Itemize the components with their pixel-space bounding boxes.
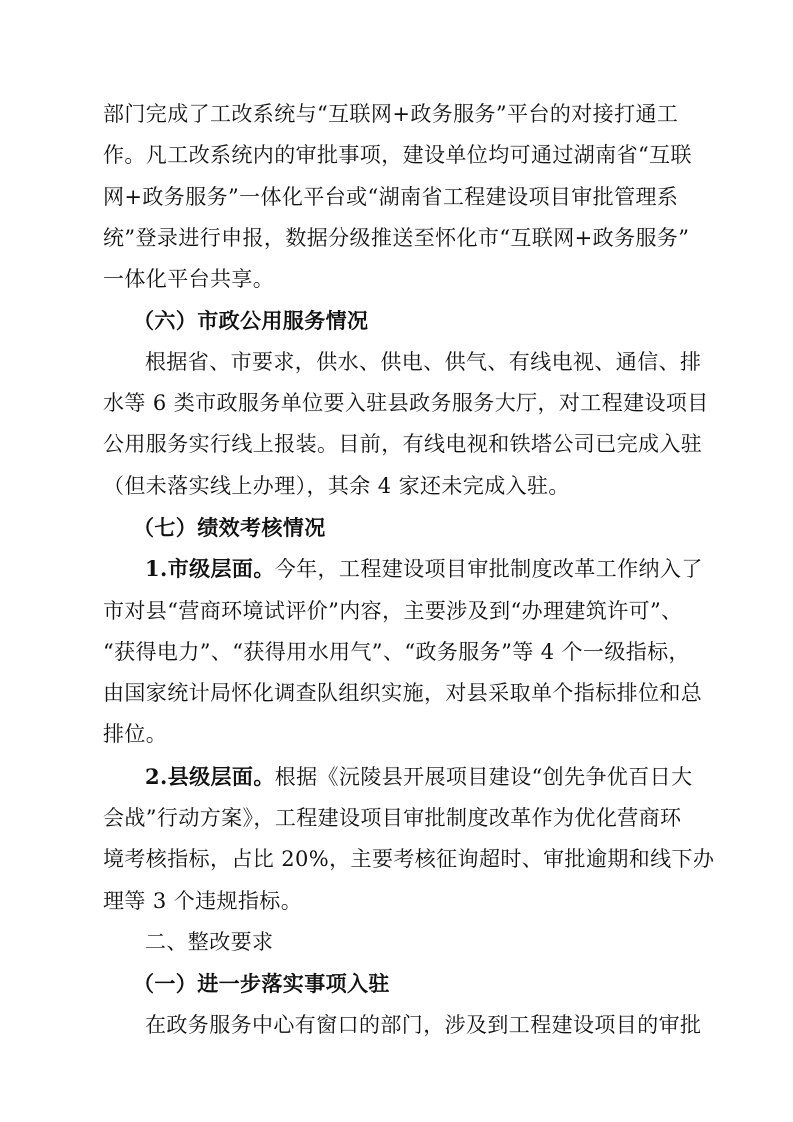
- subheading-performance-review: （七）绩效考核情况: [133, 514, 326, 540]
- text-fragment: 根据《沅陵县开展项目建设“创先争优百日大: [274, 764, 693, 789]
- paragraph-item-entry: [103, 1005, 703, 1046]
- text-line: 一体化平台共享。: [103, 267, 275, 292]
- text-line: 部门完成了工改系统与“互联网+政务服务”平台的对接打通工: [103, 102, 679, 126]
- text-line: 排位。: [103, 722, 168, 747]
- text-line: 在政务服务中心有窗口的部门，涉及到工程建设项目的审批: [145, 1012, 702, 1037]
- text-fragment: 今年，工程建设项目审批制度改革工作纳入了: [274, 557, 703, 582]
- paragraph-county-level: [103, 756, 715, 922]
- text-line: 统”登录进行申报，数据分级推送至怀化市“互联网+政务服务”: [103, 225, 690, 250]
- text-line: 公用服务实行线上报装。目前，有线电视和铁塔公司已完成入驻: [103, 432, 703, 457]
- text-line: “获得电力”、“获得用水用气”、“政务服务”等 4 个一级指标，: [103, 639, 690, 664]
- text-line: 网+政务服务”一体化平台或“湖南省工程建设项目审批管理系: [103, 184, 679, 209]
- text-line: [103, 756, 703, 798]
- subheading-item-entry: （一）进一步落实事项入驻: [133, 971, 390, 997]
- text-line: 根据省、市要求，供水、供电、供气、有线电视、通信、排: [145, 349, 702, 374]
- text-line: 水等 6 类市政服务单位要入驻县政务服务大厅，对工程建设项目: [103, 391, 709, 416]
- section-heading-rectification: 二、整改要求: [145, 929, 274, 954]
- text-line: 境考核指标，占比 20%，主要考核征询超时、审批逾期和线下办: [103, 847, 715, 872]
- text-line: 市对县“营商环境试评价”内容，主要涉及到“办理建筑许可”、: [103, 598, 683, 623]
- text-line: 由国家统计局怀化调查队组织实施，对县采取单个指标排位和总: [103, 681, 703, 706]
- document-body: [103, 94, 715, 1046]
- paragraph-city-level: [103, 548, 703, 755]
- text-line: 会战”行动方案》，工程建设项目审批制度改革作为优化营商环: [103, 806, 682, 831]
- text-line: 理等 3 个违规指标。: [103, 888, 303, 913]
- text-line: [103, 548, 703, 590]
- lead-county-level: 2.县级层面。: [145, 763, 275, 789]
- paragraph-system-integration: [103, 94, 703, 300]
- subheading-municipal-services: （六）市政公用服务情况: [133, 308, 369, 334]
- paragraph-municipal-services: [103, 342, 709, 507]
- text-line: 作。凡工改系统内的审批事项，建设单位均可通过湖南省“互联: [103, 143, 692, 168]
- lead-city-level: 1.市级层面。: [145, 556, 275, 582]
- text-line: （但未落实线上办理），其余 4 家还未完成入驻。: [103, 473, 570, 498]
